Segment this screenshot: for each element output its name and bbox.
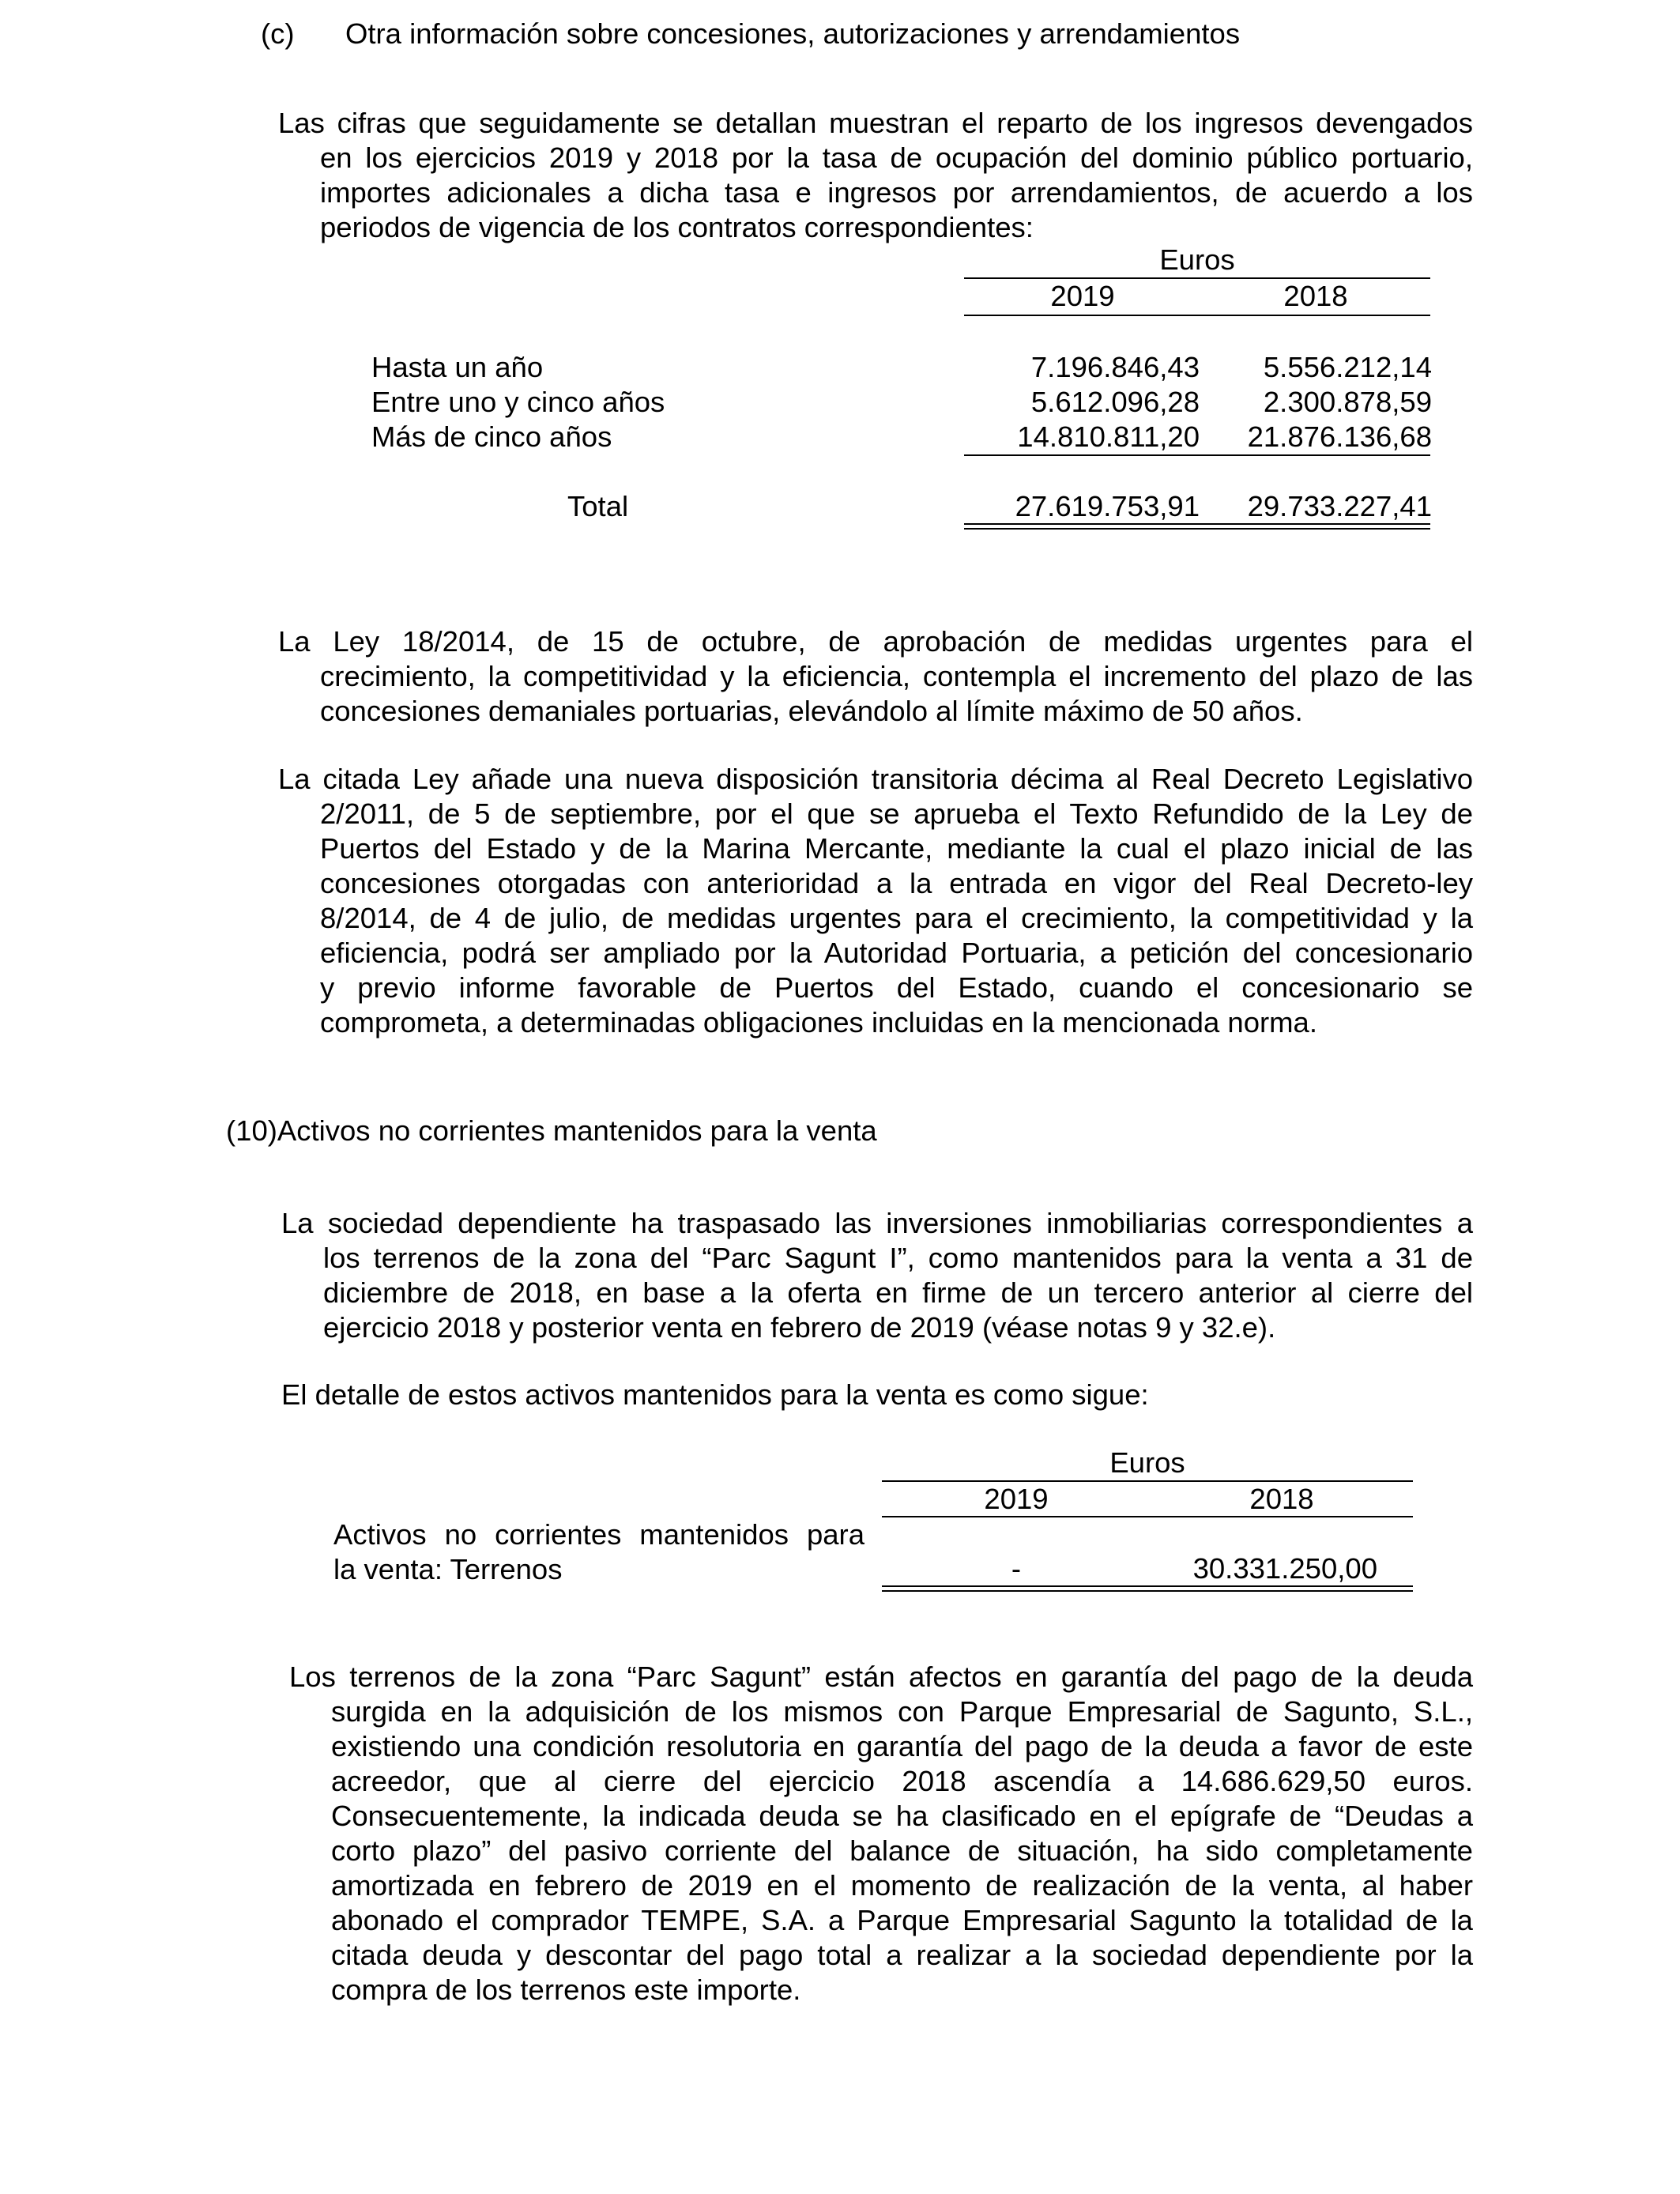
paragraph-line: comprometa, a determinadas obligaciones incluidas en la mencionada norma. (320, 1006, 1317, 1039)
paragraph-line: La citada Ley añade una nueva disposición transitoria décima al Real Decreto Legislativo (278, 763, 1473, 795)
row-value-2018: 21.876.136,68 (1247, 420, 1432, 453)
section-10-paragraph (281, 1206, 1473, 1345)
paragraph-line: 2/2011, de 5 de septiembre, por el que se aprueba el Texto Refundido de la Ley de (320, 797, 1473, 830)
section-10-title: (10)Activos no corrientes mantenidos para la venta (226, 1114, 877, 1147)
total-label: Total (567, 490, 629, 522)
row-label (333, 1517, 864, 1587)
table1-subheader-rule (964, 315, 1430, 316)
row-label: Hasta un año (371, 351, 544, 383)
paragraph-line: 8/2014, de 4 de julio, de medidas urgentes para el crecimiento, la competitividad y la (320, 902, 1473, 934)
paragraph-line: Las cifras que seguidamente se detallan muestran el reparto de los ingresos devengados (278, 107, 1473, 139)
paragraph-line: existiendo una condición resolutoria en garantía del pago de la deuda a favor de este (331, 1730, 1473, 1762)
ley-paragraph (278, 624, 1473, 729)
table1-header-rule (964, 277, 1430, 279)
detalle-paragraph: El detalle de estos activos mantenidos para la venta es como sigue: (281, 1378, 1149, 1411)
row-value-2018: 2.300.878,59 (1263, 386, 1432, 418)
row-value-2019: 5.612.096,28 (1030, 386, 1200, 418)
row-label: Entre uno y cinco años (371, 386, 665, 418)
table2-subheader-rule (882, 1516, 1413, 1517)
table2-col-2018: 2018 (1249, 1483, 1314, 1515)
paragraph-line: compra de los terrenos este importe. (331, 1973, 801, 2006)
section-c-title: Otra información sobre concesiones, autorizaciones y arrendamientos (345, 17, 1241, 50)
citada-ley-paragraph (278, 762, 1473, 1040)
table2-col-2019: 2019 (984, 1483, 1049, 1515)
paragraph-line: diciembre de 2018, en base a la oferta en firme de un tercero anterior al cierre del (323, 1276, 1473, 1309)
paragraph-line: crecimiento, la competitividad y la eficiencia, contempla el incremento del plazo de las (320, 660, 1473, 692)
paragraph-line: concesiones demaniales portuarias, elevándolo al límite máximo de 50 años. (320, 695, 1303, 727)
paragraph-line: La sociedad dependiente ha traspasado las inversiones inmobiliarias correspondientes a (281, 1207, 1473, 1239)
row-value-2019: - (1011, 1552, 1022, 1585)
table1-subtotal-rule (964, 454, 1430, 456)
table2-total-double-rule (882, 1585, 1413, 1592)
parc-sagunt-paragraph (289, 1660, 1473, 2007)
paragraph-line: citada deuda y descontar del pago total a realizar a la sociedad dependiente por la (331, 1939, 1473, 1971)
row-value-2018: 30.331.250,00 (1192, 1552, 1377, 1585)
paragraph-line: y previo informe favorable de Puertos del Estado, cuando el concesionario se (320, 971, 1473, 1004)
total-value-2018: 29.733.227,41 (1247, 490, 1432, 522)
paragraph-line: La Ley 18/2014, de 15 de octubre, de aprobación de medidas urgentes para el (278, 625, 1473, 658)
paragraph-line: corto plazo” del pasivo corriente del balance de situación, ha sido completamente (331, 1834, 1473, 1867)
section-c-letter: (c) (261, 17, 295, 50)
total-value-2019: 27.619.753,91 (1015, 490, 1200, 522)
intro-paragraph (278, 106, 1473, 245)
paragraph-line: concesiones otorgadas con anterioridad a la entrada en vigor del Real Decreto-ley (320, 867, 1473, 899)
paragraph-line: abonado el comprador TEMPE, S.A. a Parque Empresarial Sagunto la totalidad de la (331, 1904, 1473, 1936)
row-value-2018: 5.556.212,14 (1263, 351, 1432, 383)
paragraph-line: acreedor, que al cierre del ejercicio 2018 ascendía a 14.686.629,50 euros. (331, 1765, 1473, 1797)
paragraph-line: amortizada en febrero de 2019 en el momento de realización de la venta, al haber (331, 1869, 1473, 1902)
table2-currency-header: Euros (1109, 1446, 1185, 1479)
table2-header-rule (882, 1480, 1413, 1482)
row-label-line: Activos no corrientes mantenidos para (333, 1518, 864, 1551)
paragraph-line: Consecuentemente, la indicada deuda se ha clasificado en el epígrafe de “Deudas a (331, 1800, 1473, 1832)
table1-col-2019: 2019 (1050, 280, 1115, 312)
row-label: Más de cinco años (371, 420, 612, 453)
row-value-2019: 7.196.846,43 (1030, 351, 1200, 383)
row-value-2019: 14.810.811,20 (1017, 420, 1200, 453)
paragraph-line: eficiencia, podrá ser ampliado por la Autoridad Portuaria, a petición del concesionario (320, 937, 1473, 969)
paragraph-line: surgida en la adquisición de los mismos con Parque Empresarial de Sagunto, S.L., (331, 1695, 1473, 1728)
paragraph-line: en los ejercicios 2019 y 2018 por la tasa de ocupación del dominio público portuario, (320, 141, 1473, 174)
paragraph-line: Los terrenos de la zona “Parc Sagunt” están afectos en garantía del pago de la deuda (289, 1661, 1473, 1693)
paragraph-line: periodos de vigencia de los contratos correspondientes: (320, 211, 1034, 243)
paragraph-line: importes adicionales a dicha tasa e ingresos por arrendamientos, de acuerdo a los (320, 176, 1473, 209)
table1-total-double-rule (964, 523, 1430, 530)
table1-currency-header: Euros (1159, 243, 1235, 276)
paragraph-line: los terrenos de la zona del “Parc Sagunt I”, como mantenidos para la venta a 31 de (323, 1242, 1473, 1274)
table1-col-2018: 2018 (1283, 280, 1348, 312)
row-label-line: la venta: Terrenos (333, 1553, 563, 1585)
paragraph-line: Puertos del Estado y de la Marina Mercante, mediante la cual el plazo inicial de las (320, 832, 1473, 865)
paragraph-line: ejercicio 2018 y posterior venta en febrero de 2019 (véase notas 9 y 32.e). (323, 1311, 1276, 1344)
